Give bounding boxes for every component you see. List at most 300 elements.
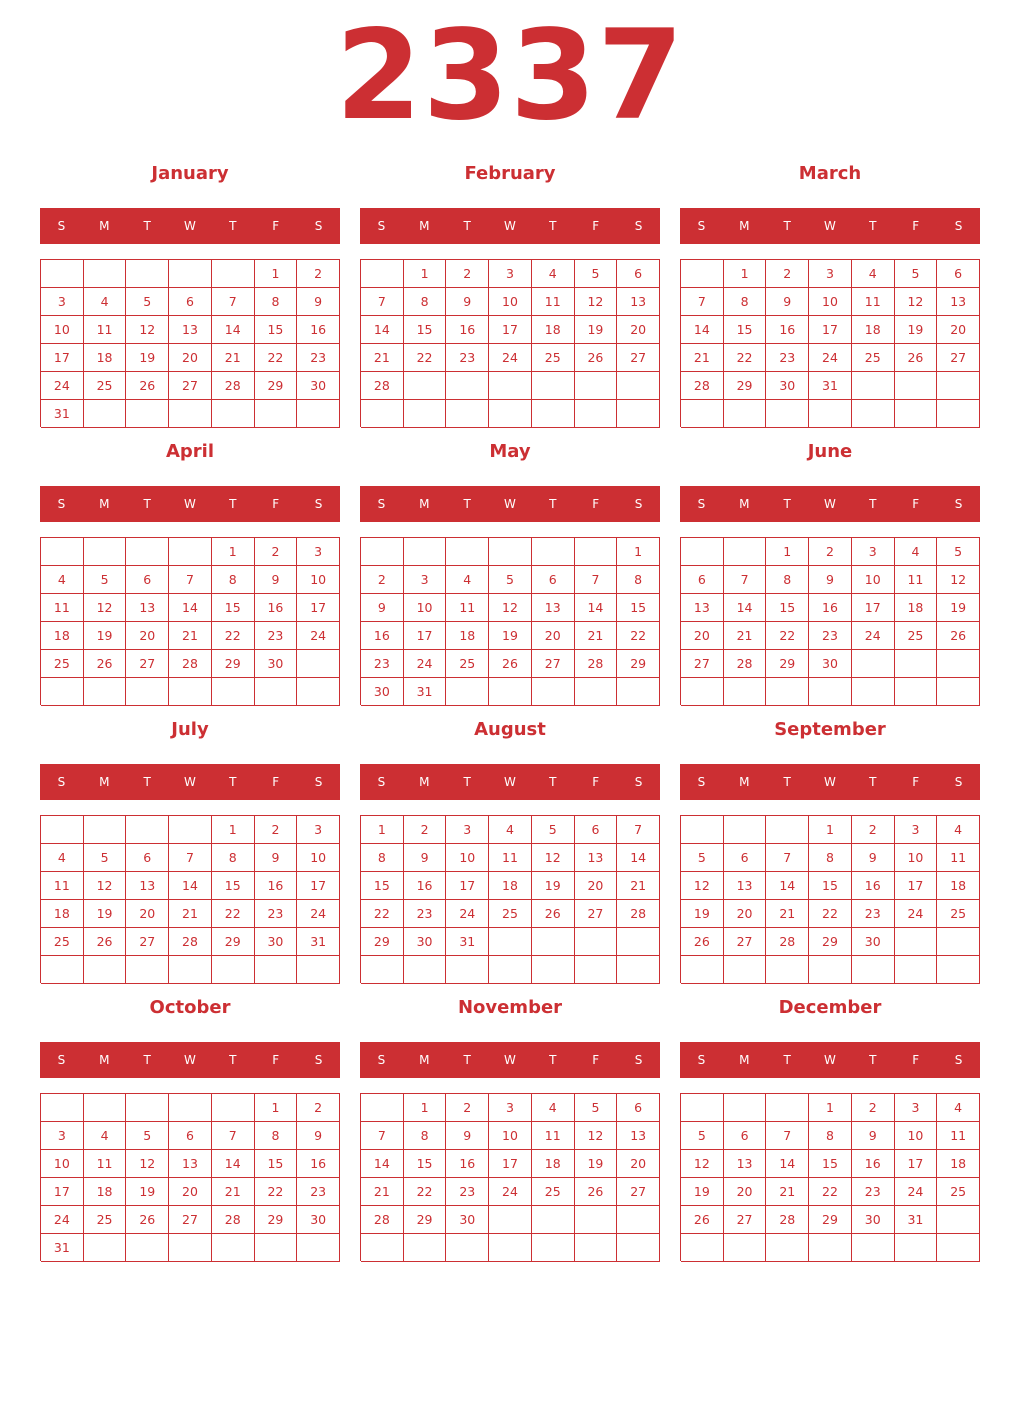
day-cell: 29 — [404, 1206, 447, 1234]
day-cell: 19 — [895, 316, 938, 344]
day-cell: 18 — [852, 316, 895, 344]
day-cell: 9 — [809, 566, 852, 594]
day-cell: 1 — [724, 260, 767, 288]
weekday-label: S — [377, 219, 386, 233]
empty-day-cell — [532, 1206, 575, 1234]
weekday-label: T — [229, 1053, 237, 1067]
empty-day-cell — [852, 400, 895, 428]
day-cell: 13 — [169, 1150, 212, 1178]
day-cell: 16 — [852, 1150, 895, 1178]
weekday-header — [40, 208, 340, 244]
empty-day-cell — [766, 400, 809, 428]
empty-day-cell — [126, 956, 169, 984]
day-cell: 24 — [489, 344, 532, 372]
weekday-label: T — [549, 1053, 557, 1067]
day-cell: 14 — [617, 844, 660, 872]
day-cell: 13 — [617, 1122, 660, 1150]
day-cell: 5 — [681, 844, 724, 872]
day-cell: 22 — [617, 622, 660, 650]
day-cell: 13 — [575, 844, 618, 872]
day-cell: 4 — [532, 1094, 575, 1122]
day-cell: 17 — [489, 316, 532, 344]
day-cell: 29 — [724, 372, 767, 400]
weekday-label: T — [549, 219, 557, 233]
empty-day-cell — [766, 1094, 809, 1122]
day-cell: 27 — [724, 928, 767, 956]
day-cell: 1 — [404, 260, 447, 288]
day-cell: 9 — [255, 844, 298, 872]
day-cell: 23 — [255, 900, 298, 928]
day-cell: 22 — [212, 622, 255, 650]
day-cell: 5 — [681, 1122, 724, 1150]
day-cell: 22 — [212, 900, 255, 928]
day-cell: 20 — [575, 872, 618, 900]
day-cell: 16 — [297, 1150, 340, 1178]
day-cell: 10 — [41, 1150, 84, 1178]
day-cell: 22 — [361, 900, 404, 928]
day-cell: 28 — [617, 900, 660, 928]
empty-day-cell — [255, 1234, 298, 1262]
day-cell: 1 — [212, 816, 255, 844]
empty-day-cell — [41, 956, 84, 984]
day-cell: 24 — [895, 900, 938, 928]
empty-day-cell — [895, 372, 938, 400]
day-cell: 3 — [41, 288, 84, 316]
day-cell: 2 — [446, 1094, 489, 1122]
day-cell: 10 — [489, 1122, 532, 1150]
day-cell: 3 — [41, 1122, 84, 1150]
day-cell: 7 — [169, 566, 212, 594]
empty-day-cell — [681, 1234, 724, 1262]
day-cell: 4 — [84, 1122, 127, 1150]
day-cell: 17 — [895, 1150, 938, 1178]
weekday-label: T — [783, 219, 791, 233]
day-cell: 8 — [809, 1122, 852, 1150]
weekday-label: S — [57, 775, 66, 789]
empty-day-cell — [895, 1234, 938, 1262]
empty-day-cell — [169, 956, 212, 984]
day-cell: 10 — [895, 1122, 938, 1150]
day-cell: 19 — [575, 1150, 618, 1178]
day-cell: 28 — [575, 650, 618, 678]
day-cell: 18 — [937, 1150, 980, 1178]
day-cell: 29 — [255, 1206, 298, 1234]
day-cell: 2 — [852, 1094, 895, 1122]
empty-day-cell — [809, 956, 852, 984]
weekday-label: S — [697, 497, 706, 511]
day-cell: 13 — [724, 872, 767, 900]
weekday-label: T — [143, 219, 151, 233]
day-cell: 21 — [724, 622, 767, 650]
day-cell: 29 — [212, 928, 255, 956]
day-cell: 5 — [575, 260, 618, 288]
day-cell: 2 — [255, 816, 298, 844]
day-cell: 25 — [41, 928, 84, 956]
day-cell: 12 — [681, 872, 724, 900]
day-cell: 5 — [532, 816, 575, 844]
day-cell: 18 — [489, 872, 532, 900]
weekday-label: T — [143, 497, 151, 511]
day-cell: 23 — [446, 1178, 489, 1206]
empty-day-cell — [532, 1234, 575, 1262]
empty-day-cell — [489, 538, 532, 566]
weekday-label: T — [549, 497, 557, 511]
weekday-label: W — [184, 775, 196, 789]
day-cell: 2 — [852, 816, 895, 844]
day-cell: 17 — [809, 316, 852, 344]
day-cell: 5 — [575, 1094, 618, 1122]
day-cell: 16 — [766, 316, 809, 344]
day-cell: 22 — [255, 1178, 298, 1206]
day-cell: 31 — [41, 1234, 84, 1262]
weekday-label: M — [419, 1053, 430, 1067]
day-cell: 26 — [575, 344, 618, 372]
weekday-label: F — [272, 1053, 280, 1067]
day-cell: 24 — [404, 650, 447, 678]
empty-day-cell — [681, 1094, 724, 1122]
day-cell: 10 — [895, 844, 938, 872]
month-name: July — [171, 719, 209, 740]
day-cell: 24 — [41, 372, 84, 400]
day-cell: 4 — [937, 1094, 980, 1122]
day-cell: 19 — [575, 316, 618, 344]
weekday-label: S — [954, 497, 963, 511]
weekday-label: S — [314, 497, 323, 511]
day-cell: 29 — [766, 650, 809, 678]
day-cell: 16 — [809, 594, 852, 622]
empty-day-cell — [41, 260, 84, 288]
day-cell: 21 — [212, 1178, 255, 1206]
day-cell: 12 — [937, 566, 980, 594]
empty-day-cell — [937, 650, 980, 678]
day-cell: 7 — [766, 844, 809, 872]
weekday-label: S — [954, 1053, 963, 1067]
day-cell: 29 — [361, 928, 404, 956]
weekday-label: S — [954, 219, 963, 233]
day-cell: 21 — [766, 1178, 809, 1206]
day-cell: 15 — [361, 872, 404, 900]
empty-day-cell — [937, 372, 980, 400]
day-cell: 11 — [937, 844, 980, 872]
day-cell: 27 — [724, 1206, 767, 1234]
empty-day-cell — [532, 372, 575, 400]
day-cell: 17 — [489, 1150, 532, 1178]
day-cell: 2 — [809, 538, 852, 566]
day-cell: 2 — [361, 566, 404, 594]
day-cell: 22 — [404, 344, 447, 372]
day-cell: 9 — [446, 288, 489, 316]
day-cell: 18 — [895, 594, 938, 622]
weekday-label: S — [634, 219, 643, 233]
day-cell: 8 — [617, 566, 660, 594]
weekday-label: M — [99, 219, 110, 233]
day-cell: 28 — [766, 928, 809, 956]
empty-day-cell — [575, 1206, 618, 1234]
day-cell: 13 — [532, 594, 575, 622]
empty-day-cell — [766, 678, 809, 706]
day-cell: 8 — [255, 1122, 298, 1150]
empty-day-cell — [297, 1234, 340, 1262]
day-cell: 25 — [489, 900, 532, 928]
weekday-label: M — [419, 497, 430, 511]
day-cell: 25 — [532, 344, 575, 372]
day-cell: 27 — [937, 344, 980, 372]
day-cell: 6 — [169, 288, 212, 316]
empty-day-cell — [41, 538, 84, 566]
weekday-label: S — [57, 497, 66, 511]
day-cell: 10 — [809, 288, 852, 316]
empty-day-cell — [809, 400, 852, 428]
empty-day-cell — [724, 816, 767, 844]
day-cell: 30 — [404, 928, 447, 956]
month-name: February — [464, 163, 556, 184]
day-cell: 28 — [766, 1206, 809, 1234]
empty-day-cell — [681, 400, 724, 428]
empty-day-cell — [446, 538, 489, 566]
weekday-label: S — [377, 775, 386, 789]
day-cell: 11 — [84, 1150, 127, 1178]
empty-day-cell — [489, 1206, 532, 1234]
day-cell: 25 — [84, 372, 127, 400]
day-cell: 23 — [404, 900, 447, 928]
day-cell: 4 — [41, 566, 84, 594]
day-cell: 12 — [126, 316, 169, 344]
day-cell: 19 — [126, 1178, 169, 1206]
empty-day-cell — [255, 678, 298, 706]
day-cell: 3 — [809, 260, 852, 288]
empty-day-cell — [617, 1206, 660, 1234]
day-cell: 10 — [297, 844, 340, 872]
day-cell: 18 — [937, 872, 980, 900]
empty-day-cell — [126, 1094, 169, 1122]
empty-day-cell — [617, 956, 660, 984]
day-cell: 21 — [212, 344, 255, 372]
days-grid — [360, 537, 660, 705]
empty-day-cell — [766, 956, 809, 984]
weekday-header — [360, 486, 660, 522]
empty-day-cell — [361, 260, 404, 288]
day-cell: 13 — [617, 288, 660, 316]
day-cell: 20 — [937, 316, 980, 344]
day-cell: 23 — [852, 900, 895, 928]
weekday-label: S — [57, 219, 66, 233]
empty-day-cell — [212, 1094, 255, 1122]
day-cell: 16 — [361, 622, 404, 650]
day-cell: 5 — [84, 566, 127, 594]
empty-day-cell — [169, 678, 212, 706]
day-cell: 5 — [489, 566, 532, 594]
empty-day-cell — [532, 678, 575, 706]
day-cell: 24 — [297, 900, 340, 928]
empty-day-cell — [766, 816, 809, 844]
day-cell: 6 — [169, 1122, 212, 1150]
month-name: November — [457, 997, 563, 1018]
empty-day-cell — [532, 400, 575, 428]
day-cell: 26 — [937, 622, 980, 650]
empty-day-cell — [84, 400, 127, 428]
weekday-label: T — [783, 497, 791, 511]
day-cell: 12 — [681, 1150, 724, 1178]
day-cell: 6 — [126, 844, 169, 872]
day-cell: 31 — [895, 1206, 938, 1234]
month-name: January — [151, 163, 229, 184]
weekday-label: T — [143, 775, 151, 789]
day-cell: 14 — [212, 1150, 255, 1178]
empty-day-cell — [724, 538, 767, 566]
empty-day-cell — [681, 678, 724, 706]
empty-day-cell — [681, 816, 724, 844]
day-cell: 8 — [212, 566, 255, 594]
day-cell: 11 — [41, 872, 84, 900]
day-cell: 27 — [617, 344, 660, 372]
weekday-label: W — [504, 775, 516, 789]
empty-day-cell — [724, 678, 767, 706]
weekday-label: T — [549, 775, 557, 789]
weekday-header — [360, 1042, 660, 1078]
day-cell: 8 — [724, 288, 767, 316]
empty-day-cell — [937, 1206, 980, 1234]
day-cell: 14 — [766, 872, 809, 900]
day-cell: 25 — [84, 1206, 127, 1234]
days-grid — [360, 259, 660, 427]
day-cell: 4 — [937, 816, 980, 844]
day-cell: 16 — [446, 1150, 489, 1178]
day-cell: 17 — [404, 622, 447, 650]
day-cell: 16 — [255, 872, 298, 900]
month-name: March — [798, 163, 862, 184]
empty-day-cell — [361, 538, 404, 566]
weekday-label: S — [314, 1053, 323, 1067]
day-cell: 16 — [404, 872, 447, 900]
day-cell: 10 — [404, 594, 447, 622]
empty-day-cell — [169, 260, 212, 288]
empty-day-cell — [126, 538, 169, 566]
day-cell: 12 — [575, 1122, 618, 1150]
weekday-header — [680, 208, 980, 244]
empty-day-cell — [297, 400, 340, 428]
day-cell: 13 — [126, 594, 169, 622]
day-cell: 1 — [255, 1094, 298, 1122]
day-cell: 6 — [681, 566, 724, 594]
day-cell: 30 — [297, 1206, 340, 1234]
empty-day-cell — [575, 400, 618, 428]
weekday-label: S — [314, 775, 323, 789]
empty-day-cell — [852, 1234, 895, 1262]
day-cell: 13 — [169, 316, 212, 344]
empty-day-cell — [852, 678, 895, 706]
weekday-label: S — [697, 1053, 706, 1067]
day-cell: 24 — [489, 1178, 532, 1206]
day-cell: 23 — [446, 344, 489, 372]
day-cell: 28 — [681, 372, 724, 400]
weekday-label: M — [99, 775, 110, 789]
empty-day-cell — [126, 1234, 169, 1262]
day-cell: 17 — [895, 872, 938, 900]
day-cell: 19 — [681, 1178, 724, 1206]
day-cell: 1 — [809, 816, 852, 844]
day-cell: 1 — [212, 538, 255, 566]
empty-day-cell — [617, 372, 660, 400]
weekday-label: S — [697, 775, 706, 789]
day-cell: 7 — [724, 566, 767, 594]
day-cell: 9 — [404, 844, 447, 872]
day-cell: 26 — [489, 650, 532, 678]
empty-day-cell — [489, 956, 532, 984]
day-cell: 1 — [255, 260, 298, 288]
weekday-label: W — [184, 1053, 196, 1067]
days-grid — [360, 815, 660, 983]
day-cell: 24 — [895, 1178, 938, 1206]
weekday-label: F — [912, 775, 920, 789]
weekday-header — [40, 486, 340, 522]
month-name: April — [165, 441, 215, 462]
day-cell: 28 — [212, 372, 255, 400]
empty-day-cell — [895, 956, 938, 984]
day-cell: 30 — [255, 928, 298, 956]
empty-day-cell — [575, 956, 618, 984]
day-cell: 4 — [489, 816, 532, 844]
day-cell: 13 — [681, 594, 724, 622]
day-cell: 20 — [724, 1178, 767, 1206]
empty-day-cell — [937, 400, 980, 428]
day-cell: 31 — [446, 928, 489, 956]
day-cell: 5 — [84, 844, 127, 872]
day-cell: 20 — [681, 622, 724, 650]
day-cell: 20 — [169, 1178, 212, 1206]
empty-day-cell — [404, 372, 447, 400]
empty-day-cell — [297, 678, 340, 706]
day-cell: 18 — [446, 622, 489, 650]
weekday-label: T — [229, 775, 237, 789]
empty-day-cell — [212, 260, 255, 288]
weekday-label: M — [99, 1053, 110, 1067]
day-cell: 25 — [41, 650, 84, 678]
day-cell: 25 — [895, 622, 938, 650]
empty-day-cell — [361, 1094, 404, 1122]
weekday-header — [40, 764, 340, 800]
weekday-label: T — [783, 775, 791, 789]
day-cell: 11 — [532, 288, 575, 316]
day-cell: 12 — [84, 594, 127, 622]
day-cell: 14 — [575, 594, 618, 622]
day-cell: 5 — [895, 260, 938, 288]
day-cell: 21 — [169, 900, 212, 928]
weekday-label: F — [272, 775, 280, 789]
empty-day-cell — [575, 372, 618, 400]
month-name: September — [774, 719, 886, 740]
empty-day-cell — [84, 260, 127, 288]
day-cell: 31 — [404, 678, 447, 706]
day-cell: 22 — [724, 344, 767, 372]
day-cell: 21 — [361, 344, 404, 372]
empty-day-cell — [84, 678, 127, 706]
empty-day-cell — [681, 956, 724, 984]
days-grid — [40, 1093, 340, 1261]
day-cell: 1 — [361, 816, 404, 844]
day-cell: 18 — [532, 316, 575, 344]
empty-day-cell — [532, 928, 575, 956]
day-cell: 12 — [84, 872, 127, 900]
weekday-label: T — [869, 219, 877, 233]
day-cell: 19 — [532, 872, 575, 900]
empty-day-cell — [681, 260, 724, 288]
day-cell: 15 — [404, 1150, 447, 1178]
day-cell: 28 — [212, 1206, 255, 1234]
day-cell: 28 — [361, 372, 404, 400]
empty-day-cell — [126, 260, 169, 288]
day-cell: 1 — [766, 538, 809, 566]
empty-day-cell — [404, 400, 447, 428]
